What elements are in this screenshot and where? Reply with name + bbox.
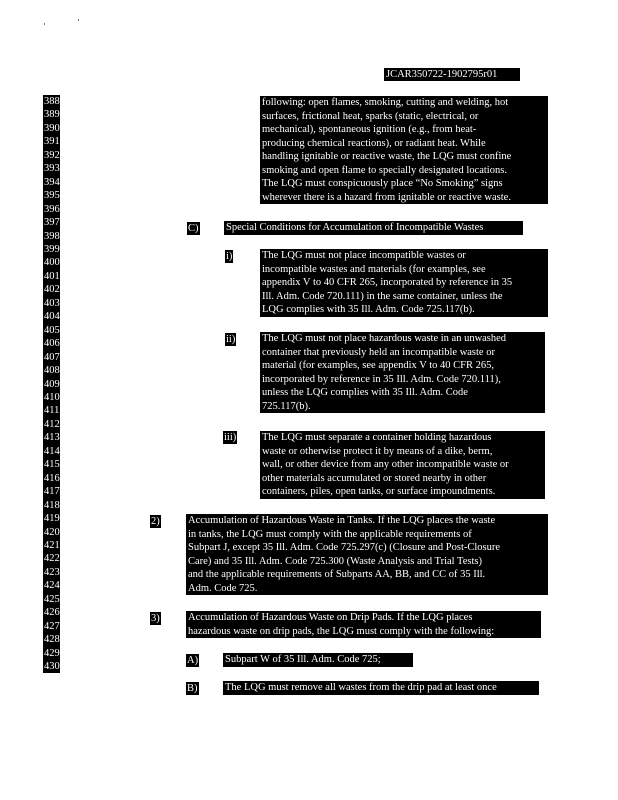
line-number: 392 — [44, 149, 60, 161]
line-number: 407 — [44, 351, 60, 363]
line-number: 424 — [44, 580, 60, 592]
text-line: The LQG must conspicuously place “No Smoking” signs — [262, 178, 503, 189]
line-number: 399 — [44, 243, 60, 255]
c-label: C) — [188, 223, 199, 234]
line-number: 398 — [44, 230, 60, 242]
scan-speck — [78, 19, 79, 21]
line-number: 419 — [44, 513, 60, 525]
line-number: 391 — [44, 136, 60, 148]
i-paragraph — [260, 249, 548, 317]
three-paragraph — [186, 611, 541, 638]
b-label: B) — [187, 683, 198, 694]
text-line: wall, or other device from any other incompatible waste or — [262, 459, 509, 470]
line-number: 389 — [44, 109, 60, 121]
line-number: 401 — [44, 270, 60, 282]
line-number: 423 — [44, 566, 60, 578]
line-numbers — [43, 95, 60, 673]
line-number: 400 — [44, 257, 60, 269]
line-number: 413 — [44, 432, 60, 444]
line-number: 408 — [44, 365, 60, 377]
ii-paragraph — [260, 332, 545, 413]
line-number: 390 — [44, 122, 60, 134]
two-label: 2) — [151, 516, 160, 527]
three-label: 3) — [151, 613, 160, 624]
line-number: 405 — [44, 324, 60, 336]
text-line: Accumulation of Hazardous Waste in Tanks. If the LQG places the waste — [188, 515, 496, 526]
text-line: Ill. Adm. Code 720.111) in the same container, unless the — [262, 290, 503, 302]
text-line: container that previously held an incompatible waste or — [262, 346, 495, 358]
text-line: hazardous waste on drip pads, the LQG must comply with the following: — [188, 625, 495, 637]
line-number: 428 — [44, 634, 60, 646]
text-line: LQG complies with 35 Ill. Adm. Code 725.117(b). — [262, 304, 475, 315]
b-text: The LQG must remove all wastes from the drip pad at least once — [223, 681, 539, 695]
text-line: incompatible wastes and materials (for examples, see — [262, 263, 486, 275]
line-number: 397 — [44, 217, 60, 229]
text-line: producing chemical reactions), or radiant heat. While — [262, 137, 486, 149]
line-number: 415 — [44, 459, 60, 471]
a-label: A) — [187, 655, 199, 666]
text-line: Care) and 35 Ill. Adm. Code 725.300 (Waste Analysis and Trial Tests) — [188, 555, 482, 567]
text-line: incorporated by reference in 35 Ill. Adm. Code 720.111), — [262, 373, 501, 385]
line-number: 406 — [44, 338, 60, 350]
text-line: other materials accumulated or stored nearby in other — [262, 472, 487, 484]
text-line: unless the LQG complies with 35 Ill. Adm. Code — [262, 387, 468, 398]
text-line: The LQG must separate a container holding hazardous — [262, 432, 492, 443]
line-number: 404 — [44, 311, 60, 323]
text-line: and the applicable requirements of Subparts AA, BB, and CC of 35 Ill. — [188, 569, 486, 580]
text-line: Subpart J, except 35 Ill. Adm. Code 725.297(c) (Closure and Post-Closure — [188, 542, 501, 553]
line-number: 409 — [44, 378, 60, 390]
text-line: smoking and open flame to specially designated locations. — [262, 164, 507, 176]
text-line: handling ignitable or reactive waste, the LQG must confine — [262, 151, 512, 162]
line-number: 421 — [44, 539, 60, 551]
line-number: 394 — [44, 176, 60, 188]
text-line: containers, piles, open tanks, or surface impoundments. — [262, 486, 496, 497]
iii-label: iii) — [224, 432, 237, 443]
ii-label: ii) — [226, 334, 236, 345]
line-number: 418 — [44, 499, 60, 511]
line-number: 411 — [44, 405, 60, 417]
line-number: 393 — [44, 163, 60, 175]
c-heading: Special Conditions for Accumulation of Incompatible Wastes — [224, 221, 523, 235]
line-number: 403 — [44, 297, 60, 309]
line-number: 420 — [44, 526, 60, 538]
two-paragraph — [186, 514, 548, 595]
text-line: Accumulation of Hazardous Waste on Drip Pads. If the LQG places — [188, 612, 473, 623]
text-line: following: open flames, smoking, cutting and welding, hot — [262, 97, 509, 108]
text-line: appendix V to 40 CFR 265, incorporated by reference in 35 — [262, 277, 513, 288]
line-number: 410 — [44, 391, 60, 403]
line-number: 417 — [44, 486, 60, 498]
document-id: JCAR350722-1902795r01 — [384, 68, 520, 81]
line-number: 395 — [44, 190, 60, 202]
text-line: mechanical), spontaneous ignition (e.g., from heat- — [262, 124, 477, 135]
i-label: i) — [226, 251, 233, 262]
line-number: 402 — [44, 284, 60, 296]
text-line: The LQG must not place hazardous waste in an unwashed — [262, 333, 507, 344]
text-line: 725.117(b). — [262, 400, 311, 412]
text-line: material (for examples, see appendix V to 40 CFR 265, — [262, 360, 495, 371]
line-number: 414 — [44, 445, 60, 457]
text-line: Adm. Code 725. — [188, 582, 258, 594]
line-number: 425 — [44, 593, 60, 605]
line-number: 427 — [44, 620, 60, 632]
text-line: waste or otherwise protect it by means of a dike, berm, — [262, 445, 493, 457]
text-line: wherever there is a hazard from ignitable or reactive waste. — [262, 191, 511, 203]
line-number: 396 — [44, 203, 60, 215]
line-number: 426 — [44, 607, 60, 619]
ignition-paragraph — [260, 96, 548, 204]
line-number: 422 — [44, 553, 60, 565]
line-number: 429 — [44, 647, 60, 659]
a-text: Subpart W of 35 Ill. Adm. Code 725; — [223, 653, 413, 667]
text-line: surfaces, frictional heat, sparks (static, electrical, or — [262, 110, 479, 122]
text-line: The LQG must not place incompatible wastes or — [262, 250, 466, 261]
line-number: 430 — [44, 661, 60, 673]
iii-paragraph — [260, 431, 545, 499]
line-number: 388 — [44, 96, 60, 107]
line-number: 416 — [44, 472, 60, 484]
scan-speck — [44, 23, 45, 25]
text-line: in tanks, the LQG must comply with the applicable requirements of — [188, 528, 472, 540]
line-number: 412 — [44, 418, 60, 430]
